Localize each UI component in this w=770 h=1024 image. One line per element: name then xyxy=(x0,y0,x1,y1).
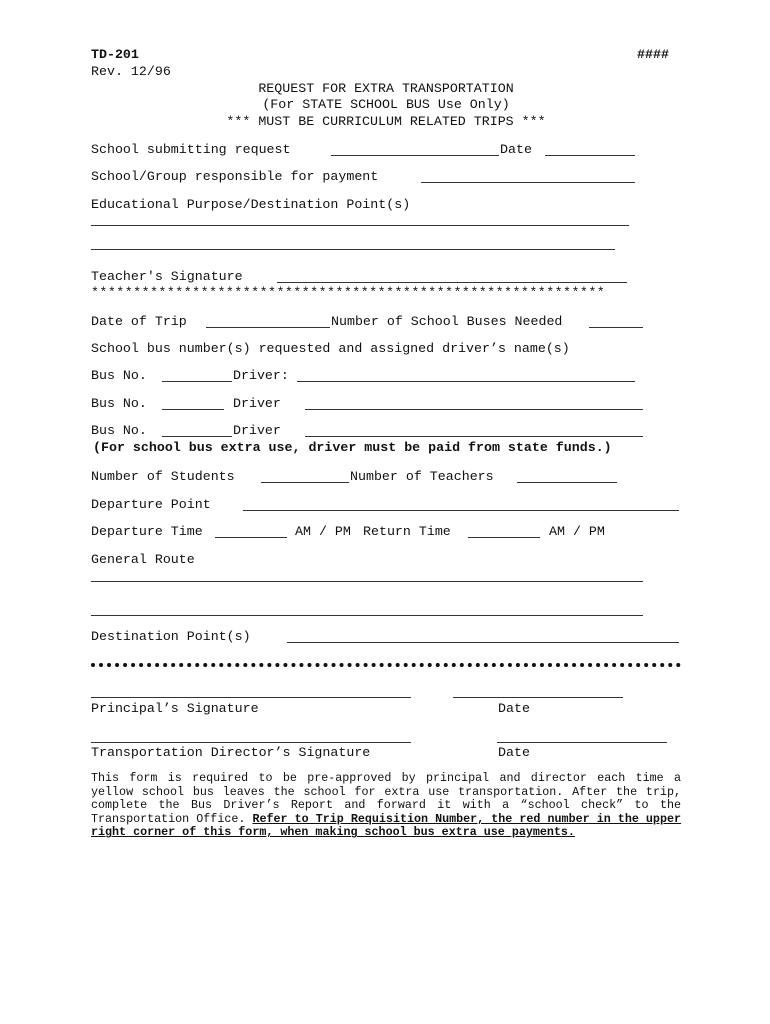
driver-2-line[interactable] xyxy=(305,409,643,410)
driver-3-label: Driver xyxy=(233,423,281,438)
form-title: REQUEST FOR EXTRA TRANSPORTATION xyxy=(258,81,514,96)
requisition-number: #### xyxy=(637,47,669,62)
bus-no-2-label: Bus No. xyxy=(91,396,147,411)
bus-no-2-line[interactable] xyxy=(162,409,224,410)
director-date-line[interactable] xyxy=(497,742,667,743)
date-of-trip-label: Date of Trip xyxy=(91,314,187,329)
curriculum-notice: *** MUST BE CURRICULUM RELATED TRIPS *** xyxy=(226,114,546,129)
departure-time-label: Departure Time xyxy=(91,524,203,539)
num-buses-label: Number of School Buses Needed xyxy=(331,314,563,329)
num-students-line[interactable] xyxy=(261,482,349,483)
principal-signature-line[interactable] xyxy=(91,697,411,698)
director-date-label: Date xyxy=(498,745,530,760)
departure-am-pm: AM / PM xyxy=(295,524,351,539)
extra-use-note: (For school bus extra use, driver must be paid from state funds.) xyxy=(93,440,612,455)
return-am-pm: AM / PM xyxy=(549,524,605,539)
bus-no-1-label: Bus No. xyxy=(91,368,147,383)
purpose-line-2[interactable] xyxy=(91,249,615,250)
general-route-label: General Route xyxy=(91,552,195,567)
num-teachers-line[interactable] xyxy=(517,482,617,483)
destination-label: Destination Point(s) xyxy=(91,629,251,644)
payment-line[interactable] xyxy=(421,182,635,183)
return-time-label: Return Time xyxy=(363,524,451,539)
departure-time-line[interactable] xyxy=(215,537,287,538)
director-signature-line[interactable] xyxy=(91,742,411,743)
instructions-note xyxy=(91,772,681,840)
num-buses-line[interactable] xyxy=(589,327,643,328)
principal-date-label: Date xyxy=(498,701,530,716)
payment-label: School/Group responsible for payment xyxy=(91,169,379,184)
date-line[interactable] xyxy=(545,155,635,156)
num-teachers-label: Number of Teachers xyxy=(350,469,494,484)
bus-no-3-line[interactable] xyxy=(162,436,232,437)
form-subtitle: (For STATE SCHOOL BUS Use Only) xyxy=(262,97,510,112)
separator-stars: ************************************************************* xyxy=(91,285,606,300)
section-divider xyxy=(91,663,681,667)
bus-numbers-label: School bus number(s) requested and assigned driver’s name(s) xyxy=(91,341,570,356)
destination-line[interactable] xyxy=(287,642,679,643)
departure-point-line[interactable] xyxy=(243,510,679,511)
director-signature-label: Transportation Director’s Signature xyxy=(91,745,371,760)
num-students-label: Number of Students xyxy=(91,469,235,484)
bus-no-1-line[interactable] xyxy=(162,381,232,382)
teacher-signature-line[interactable] xyxy=(277,282,627,283)
instructions-text: This form is required to be pre-approved by principal and director each time a yellow school bus leaves the school for extra use transportation. After the trip, complete the Bus Driver’s Report and forward it with a “school check” to the Transportation Office. xyxy=(91,771,681,826)
purpose-line-1[interactable] xyxy=(91,225,629,226)
revision-date: Rev. 12/96 xyxy=(91,64,171,79)
principal-date-line[interactable] xyxy=(453,697,623,698)
date-of-trip-line[interactable] xyxy=(206,327,330,328)
school-submitting-line[interactable] xyxy=(331,155,499,156)
form-id: TD-201 xyxy=(91,47,139,62)
departure-point-label: Departure Point xyxy=(91,497,211,512)
driver-1-line[interactable] xyxy=(297,381,635,382)
purpose-label: Educational Purpose/Destination Point(s) xyxy=(91,197,411,212)
date-label: Date xyxy=(500,142,532,157)
general-route-line-2[interactable] xyxy=(91,615,643,616)
instructions-bold-text: Refer to Trip Requisition Number, the red number in the upper right corner of this form, when making school bus extra use payments. xyxy=(91,811,681,840)
school-submitting-label: School submitting request xyxy=(91,142,291,157)
driver-1-label: Driver: xyxy=(233,368,289,383)
bus-no-3-label: Bus No. xyxy=(91,423,147,438)
driver-2-label: Driver xyxy=(233,396,281,411)
driver-3-line[interactable] xyxy=(305,436,643,437)
return-time-line[interactable] xyxy=(468,537,540,538)
teacher-signature-label: Teacher's Signature xyxy=(91,269,243,284)
general-route-line-1[interactable] xyxy=(91,581,643,582)
principal-signature-label: Principal’s Signature xyxy=(91,701,259,716)
